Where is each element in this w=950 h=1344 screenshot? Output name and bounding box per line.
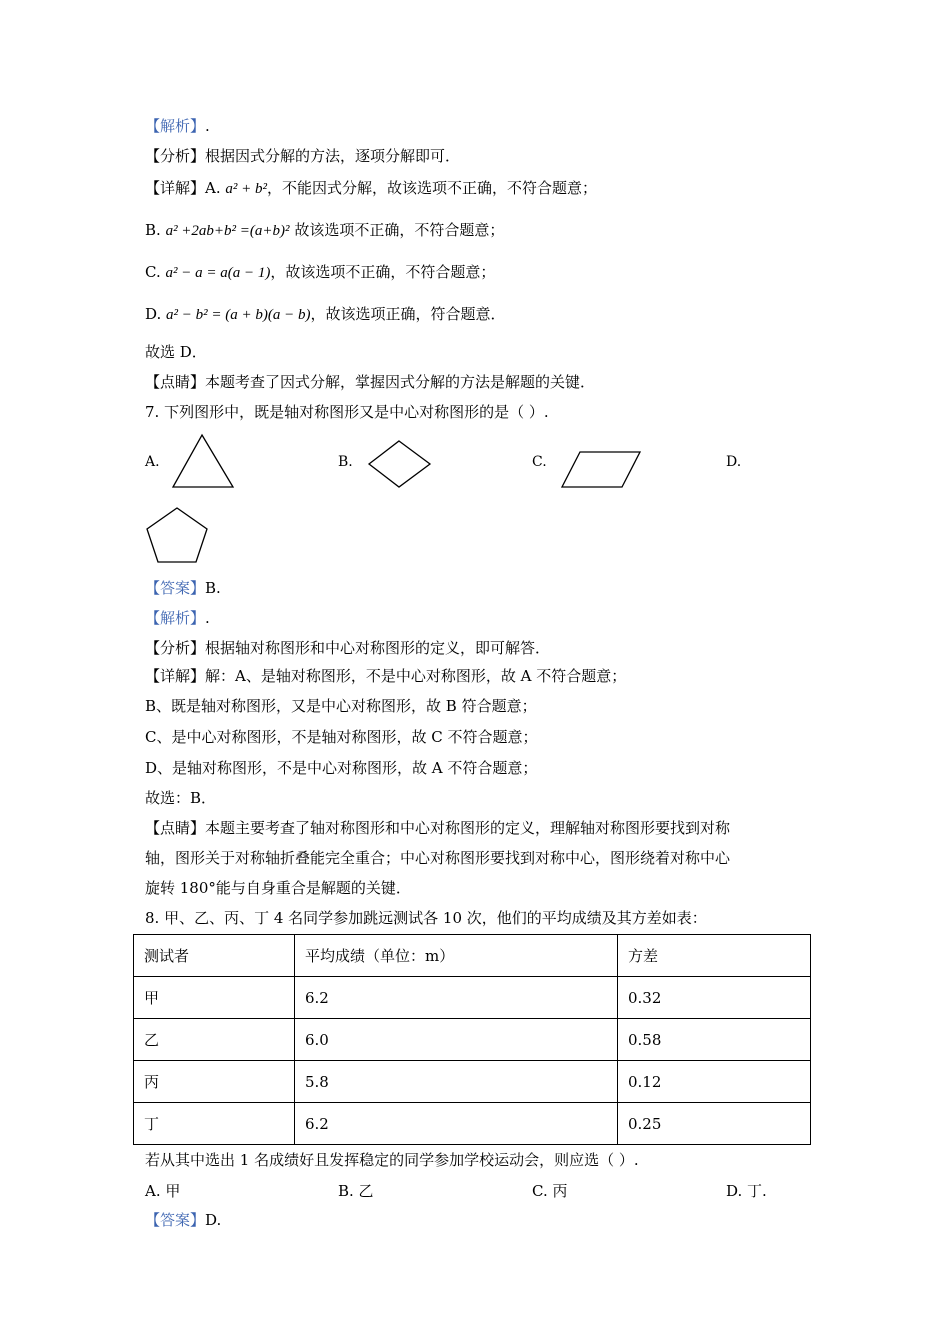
q6-option-d-line [145,304,506,325]
q6-d-math: a² − b² = (a + b)(a − b) [166,307,311,323]
q7-option-c-label: C. [532,454,547,470]
table-row [134,1061,811,1103]
q6-a-prefix: A. [205,179,226,197]
q6-a-math: a² + b² [225,181,268,197]
q8-option-b: B. 乙 [338,1182,374,1200]
table-cell: 5.8 [295,1061,618,1103]
q7-jiexi-line [145,608,210,628]
q7-option-a-label: A. [145,454,160,470]
triangle-figure [172,434,234,488]
q6-fenxi-tag: 【分析】 [145,147,206,165]
parallelogram-figure [560,451,642,489]
q8-option-a: A. 甲 [145,1182,181,1200]
table-cell: 0.58 [618,1019,811,1061]
q7-jiexi-tag: 【解析】 [145,609,206,627]
q7-option-b-label: B. [338,454,353,470]
q8-question: 8. 甲、乙、丙、丁 4 名同学参加跳远测试各 10 次，他们的平均成绩及其方差如表： [145,909,707,927]
q6-fenxi-text: 根据因式分解的方法，逐项分解即可． [205,147,461,165]
table-cell: 0.12 [618,1061,811,1103]
q6-b-prefix: B. [145,221,166,239]
q7-xiangjie-line [145,666,626,686]
table-row [134,1103,811,1145]
table-cell: 0.25 [618,1103,811,1145]
table-header-cell: 方差 [618,935,811,977]
q6-dianjing-text: 本题考查了因式分解，掌握因式分解的方法是解题的关键． [205,373,596,391]
q7-fenxi-tag: 【分析】 [145,639,206,657]
q6-jiexi-tail: . [205,117,210,135]
table-cell: 甲 [134,977,295,1019]
q7-jiexi-tail: . [205,609,210,627]
q6-fenxi-line [145,146,460,166]
table-cell: 6.2 [295,1103,618,1145]
q8-answer-line [145,1210,221,1230]
q6-option-b-line [145,220,504,241]
score-table [133,934,811,1145]
q7-fenxi-text: 根据轴对称图形和中心对称图形的定义，即可解答． [205,639,551,657]
q7-dianjing-line-2: 轴，图形关于对称轴折叠能完全重合；中心对称图形要找到对称中心，图形绕着对称中心 [145,849,731,867]
q6-answer-line: 故选 D． [145,343,207,361]
table-cell: 乙 [134,1019,295,1061]
q8-option-d: D. 丁. [726,1182,767,1200]
q7-choose: 故选：B． [145,789,217,807]
q7-answer-tag: 【答案】 [145,579,206,597]
q7-question: 7. 下列图形中，既是轴对称图形又是中心对称图形的是（ ）. [145,403,549,421]
q7-dianjing-line-3: 旋转 180°能与自身重合是解题的关键． [145,879,411,897]
q7-line-c: C、是中心对称图形，不是轴对称图形，故 C 不符合题意； [145,728,538,746]
q8-after: 若从其中选出 1 名成绩好且发挥稳定的同学参加学校运动会，则应选（ ）. [145,1151,639,1169]
q7-answer: B. [205,579,221,597]
q6-xiangjie-tag: 【详解】 [145,179,206,197]
q6-c-prefix: C. [145,263,166,281]
q6-option-a-line [145,178,597,199]
q6-dianjing-line [145,372,595,392]
pentagon-figure [146,507,208,563]
q6-a-text: ，不能因式分解，故该选项不正确，不符合题意； [267,179,598,197]
q7-line-b: B、既是轴对称图形，又是中心对称图形，故 B 符合题意； [145,697,537,715]
q7-option-d-label: D. [726,454,742,470]
q6-dianjing-tag: 【点睛】 [145,373,206,391]
table-cell: 6.2 [295,977,618,1019]
q6-b-math: a² +2ab+b² =(a+b)² [165,223,290,239]
q8-answer: D. [205,1211,222,1229]
table-cell: 6.0 [295,1019,618,1061]
q8-answer-tag: 【答案】 [145,1211,206,1229]
q7-line-d: D、是轴对称图形，不是中心对称图形，故 A 不符合题意； [145,759,538,777]
q6-c-text: ，故该选项不正确，不符合题意； [270,263,496,281]
table-row [134,1019,811,1061]
q6-c-math: a² − a = a(a − 1) [165,265,271,281]
q7-answer-line [145,578,221,598]
table-row [134,977,811,1019]
q7-xiangjie-text: 解：A、是轴对称图形，不是中心对称图形，故 A 不符合题意； [205,667,627,685]
q6-d-prefix: D. [145,305,167,323]
q6-jiexi-line [145,116,210,136]
table-cell: 丁 [134,1103,295,1145]
q7-fenxi-line [145,638,550,658]
rhombus-figure [368,440,432,488]
q7-xiangjie-tag: 【详解】 [145,667,206,685]
table-header-cell: 平均成绩（单位：m） [295,935,618,977]
table-header-row [134,935,811,977]
table-header-cell: 测试者 [134,935,295,977]
q6-option-c-line [145,262,495,283]
q7-dianjing-tag: 【点睛】 [145,819,206,837]
q7-dianjing-line-1 [145,818,730,838]
q6-b-text: 故该选项不正确，不符合题意； [289,221,505,239]
q6-d-text: ，故该选项正确，符合题意． [310,305,506,323]
table-cell: 丙 [134,1061,295,1103]
q8-option-c: C. 丙 [532,1182,568,1200]
q6-jiexi-tag: 【解析】 [145,117,206,135]
q7-dianjing-text-1: 本题主要考查了轴对称图形和中心对称图形的定义，理解轴对称图形要找到对称 [205,819,731,837]
table-cell: 0.32 [618,977,811,1019]
